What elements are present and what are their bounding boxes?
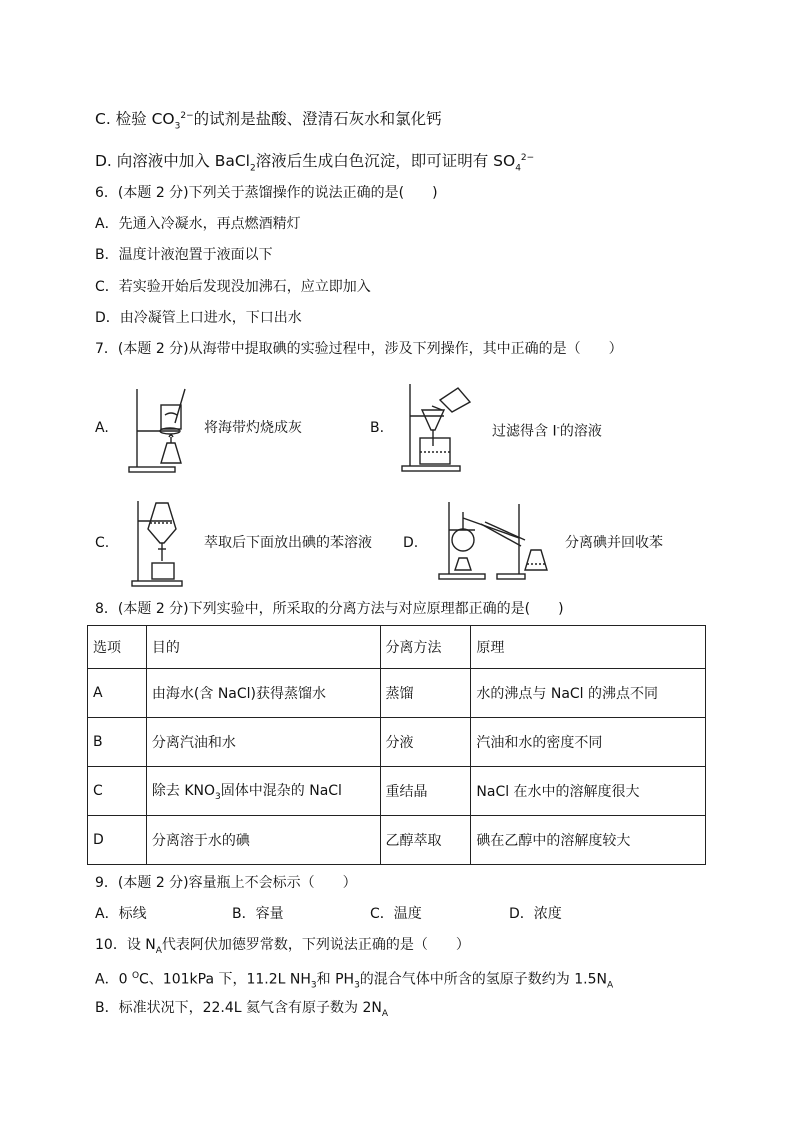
row-goal-sub: 3 (215, 791, 221, 802)
q9-option-c: C．温度 (370, 906, 422, 922)
q6-stem: 6．(本题 2 分)下列关于蒸馏操作的说法正确的是( ) (95, 185, 438, 201)
table-row (88, 669, 706, 718)
row-option: B (88, 718, 147, 767)
header-principle: 原理 (471, 626, 706, 669)
q7-b-sup: - (556, 423, 560, 433)
header-goal: 目的 (146, 626, 380, 669)
q10-a-mid2: 和 PH (316, 971, 355, 988)
row-option: A (88, 669, 147, 718)
q5-d-sup: 2− (520, 153, 535, 163)
q7-a-text: 将海带灼烧成灰 (204, 420, 302, 436)
table-row (88, 767, 706, 816)
q9-option-b: B．容量 (232, 906, 284, 922)
q5-d-sub2: 4 (515, 163, 521, 174)
q6-option-d: D．由冷凝管上口进水，下口出水 (95, 310, 302, 326)
row-principle: 碘在乙醇中的溶解度较大 (471, 816, 706, 865)
row-goal (146, 767, 380, 816)
q7-d-letter: D. (403, 535, 419, 551)
header-method: 分离方法 (380, 626, 471, 669)
q5-c-sup: 2− (180, 111, 194, 121)
q5-c-pre: C. 检验 CO (95, 110, 175, 129)
q10-a-post: 的混合气体中所含的氢原子数约为 1.5N (359, 971, 607, 988)
row-principle: 汽油和水的密度不同 (471, 718, 706, 767)
row-goal: 分离汽油和水 (146, 718, 380, 767)
q10-b-sub: A (381, 1008, 389, 1019)
row-goal: 分离溶于水的碘 (146, 816, 380, 865)
q10-option-b (95, 998, 388, 1024)
ignition-apparatus-figure (125, 383, 195, 475)
q10-a-sub2: 3 (354, 980, 360, 991)
q9-option-a: A．标线 (95, 906, 147, 922)
q10-stem-pre: 10．设 N (95, 937, 156, 953)
q10-a-sub1: 3 (310, 980, 317, 991)
q5-d-pre: D. 向溶液中加入 BaCl (95, 152, 250, 171)
q7-b-letter: B. (370, 420, 385, 436)
q10-stem-post: 代表阿伏加德罗常数，下列说法正确的是（ ） (161, 937, 470, 953)
row-method: 分液 (380, 718, 471, 767)
q5-c-post: 的试剂是盐酸、澄清石灰水和氯化钙 (193, 110, 442, 129)
q10-stem (95, 935, 470, 961)
q10-a-sub3: A (606, 980, 614, 991)
q6-option-c: C．若实验开始后发现没加沸石，应立即加入 (95, 279, 371, 295)
q10-option-a (95, 966, 613, 995)
row-principle: 水的沸点与 NaCl 的沸点不同 (471, 669, 706, 718)
q10-a-pre: A．0 (95, 971, 132, 988)
row-option: D (88, 816, 147, 865)
row-option: C (88, 767, 147, 816)
separation-methods-table (87, 625, 706, 865)
q5-c-sub: 3 (174, 121, 181, 132)
q10-b-pre: B．标准状况下，22.4L 氦气含有原子数为 2N (95, 1000, 382, 1016)
q6-option-a: A．先通入冷凝水，再点燃酒精灯 (95, 216, 301, 232)
q9-option-d: D．浓度 (509, 906, 562, 922)
q9-stem: 9．(本题 2 分)容量瓶上不会标示（ ） (95, 875, 357, 891)
q7-b-text (492, 418, 602, 442)
q10-a-sup: O (131, 971, 140, 981)
filtration-apparatus-figure (398, 380, 488, 475)
row-method: 重结晶 (380, 767, 471, 816)
q10-stem-sub: A (155, 945, 162, 956)
row-goal-pre: 除去 KNO (151, 783, 216, 800)
q7-d-text: 分离碘并回收苯 (565, 535, 663, 551)
q7-b-text-pre: 过滤得含 I (492, 423, 557, 440)
row-method: 蒸馏 (380, 669, 471, 718)
distillation-apparatus-figure (435, 498, 550, 583)
q5-d-mid: 溶液后生成白色沉淀，即可证明有 SO (255, 152, 516, 171)
q5-d-sub: 2 (249, 163, 256, 174)
table-row (88, 718, 706, 767)
table-row (88, 816, 706, 865)
q7-b-text-post: 的溶液 (559, 423, 602, 440)
q7-stem: 7．(本题 2 分)从海带中提取碘的实验过程中，涉及下列操作，其中正确的是（ ） (95, 341, 623, 357)
row-goal-post: 固体中混杂的 NaCl (220, 783, 342, 800)
q8-stem: 8．(本题 2 分)下列实验中，所采取的分离方法与对应原理都正确的是( ) (95, 601, 564, 617)
table-header-row (88, 626, 706, 669)
q6-option-b: B．温度计液泡置于液面以下 (95, 247, 273, 263)
q10-a-mid: C、101kPa 下，11.2L NH (139, 971, 311, 988)
separatory-funnel-figure (128, 495, 188, 590)
q7-c-text: 萃取后下面放出碘的苯溶液 (204, 535, 372, 551)
header-option: 选项 (88, 626, 147, 669)
q5-option-d (95, 148, 534, 178)
q7-c-letter: C. (95, 535, 110, 551)
row-goal: 由海水(含 NaCl)获得蒸馏水 (146, 669, 380, 718)
row-method: 乙醇萃取 (380, 816, 471, 865)
q5-option-c (95, 106, 442, 136)
q7-a-letter: A. (95, 420, 109, 436)
row-principle: NaCl 在水中的溶解度很大 (471, 767, 706, 816)
